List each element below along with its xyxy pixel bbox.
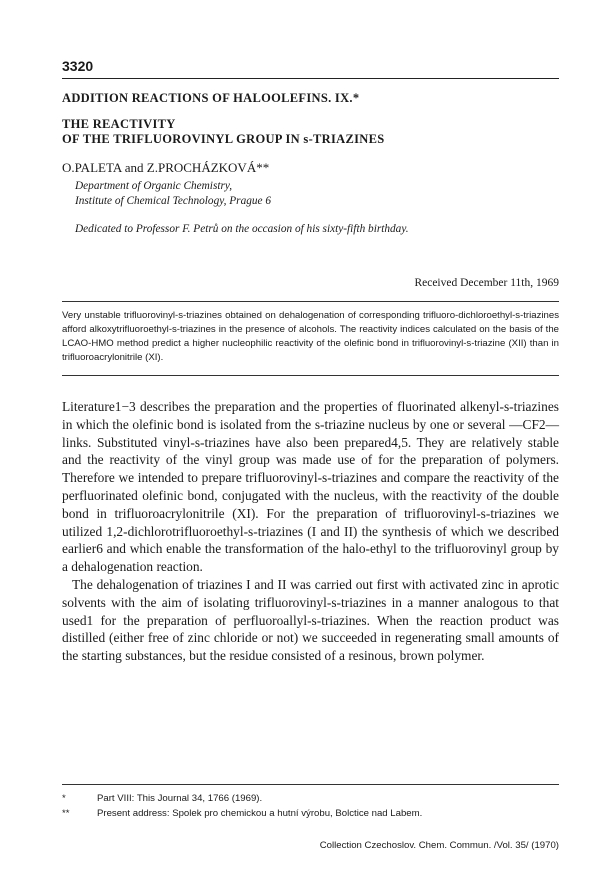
article-page xyxy=(62,58,559,665)
page-number: 3320 xyxy=(62,58,94,74)
footnotes xyxy=(62,784,559,821)
paragraph-1: Literature1−3 describes the preparation and the properties of fluorinated alkenyl-s-triazines in which the olefinic bond is isolated from the s-triazine nucleus by one or several —CF2— links. Substituted vinyl-s-triazines have also been prepared4,5. They are relatively stable and the reactivity of the vinyl group was made use of for the preparation of polymers. Therefore we intended to prepare trifluorovinyl-s-triazines and compare the reactivity of the perfluorinated olefinic bond, conjugated with the nucleus, with the reactivity of the double bond in trifluoroacrylonitrile (XI). For the preparation of trifluorovinyl-s-triazines we utilized 1,2-dichlorotrifluoroethyl-s-triazines (I and II) the synthesis of which we described earlier6 and which enable the transformation of the halo-ethyl to the trifluorovinyl group by a dehalogenation reaction. xyxy=(62,399,559,575)
abstract: Very unstable trifluorovinyl-s-triazines obtained on dehalogenation of corresponding trifluoro-dichloroethyl-s-triazines afford alkoxytrifluoroethyl-s-triazines in the presence of alcohols. The reactivity indices calculated on the basis of the LCAO-HMO method predict a higher nucleophilic reactivity of the olefinic bond in trifluorovinyl-s-triazine (XII) than in trifluoroacrylonitrile (XI). xyxy=(62,301,559,376)
footnote-text: Part VIII: This Journal 34, 1766 (1969). xyxy=(97,793,263,804)
authors: O.PALETA and Z.PROCHÁZKOVÁ** xyxy=(62,160,270,175)
paragraph-2: The dehalogenation of triazines I and II was carried out first with activated zinc in aprotic solvents with the aim of isolating trifluorovinyl-s-triazines in a manner analogous to that used1 for the preparation of perfluoroallyl-s-triazines. When the reaction product was distilled (either free of zinc chloride or not) we succeeded in regenerating small amounts of the starting substances, but the residue consisted of a resinous, brown polymer. xyxy=(62,576,559,664)
footnote-text: Present address: Spolek pro chemickou a hutní výrobu, Bolctice nad Labem. xyxy=(97,808,423,819)
header-rule xyxy=(62,78,559,79)
footnote xyxy=(62,791,559,806)
footnote-mark: ** xyxy=(62,808,70,819)
received-date: Received December 11th, 1969 xyxy=(414,277,559,289)
journal-footer: Collection Czechoslov. Chem. Commun. /Vol. 35/ (1970) xyxy=(319,840,559,851)
footnote-mark: * xyxy=(62,793,66,804)
footnote xyxy=(62,806,559,821)
article-title xyxy=(62,117,559,147)
affiliation-line-2: Institute of Chemical Technology, Prague 6 xyxy=(75,195,272,207)
affiliation xyxy=(75,179,559,209)
dedication: Dedicated to Professor F. Petrů on the occasion of his sixty-fifth birthday. xyxy=(75,223,409,235)
title-line-1: THE REACTIVITY xyxy=(62,117,176,131)
affiliation-line-1: Department of Organic Chemistry, xyxy=(75,180,233,192)
article-body xyxy=(62,398,559,665)
series-title: ADDITION REACTIONS OF HALOOLEFINS. IX.* xyxy=(62,91,360,105)
title-line-2: OF THE TRIFLUOROVINYL GROUP IN s-TRIAZINES xyxy=(62,132,385,146)
